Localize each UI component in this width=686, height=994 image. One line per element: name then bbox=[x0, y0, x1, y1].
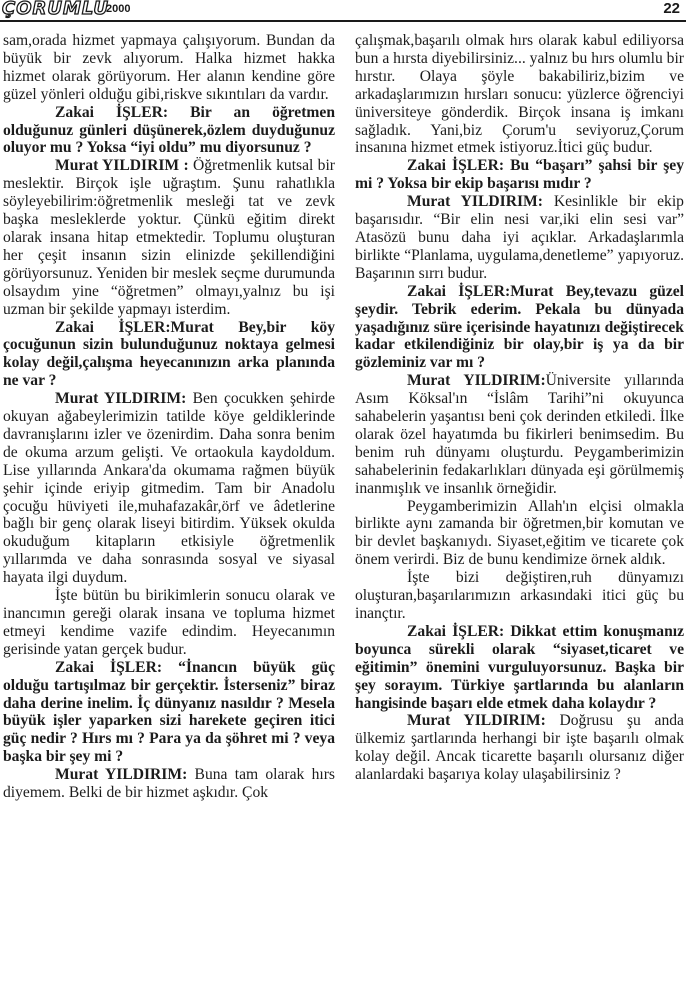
speaker-name: Murat YILDIRIM: bbox=[55, 390, 187, 408]
paragraph-text: “İnancın büyük güç olduğu tartışılmaz bir gerçektir. İsterseniz” biraz daha derine inelim. İç dünyanız nasıldır ? Mesela büyük işler yaparken sizi harekete geçiren itici güç nedir ? Hırs mı ? Para ya da şöhret mi ? veya başka bir şey mi ? bbox=[3, 658, 335, 766]
paragraph-text: Murat Bey,tevazu güzel şeydir. Tebrik ederim. Pekala bu dünyada yaşadığınız süre içerisinde hayatınızı değiştirecek kadar etkilendiğiniz bir olay,bir iş ya da bir gözleminiz var mı ? bbox=[355, 282, 684, 372]
speaker-name: Zakai İŞLER: bbox=[55, 658, 163, 676]
paragraph-text: Öğretmenlik kutsal bir meslektir. Birçok işle uğraştım. Şunu rahatlıkla söyleyebilirim:öğretmenlik mesleği tat ve zevk başka mesleklerde yoktur. Çünkü eğitim direkt olarak insana hitap etmektedir. Toplumu oluşturan her çeşit insanın sizin elinizde şekillendiğini görüyorsunuz. Yeniden bir meslek seçme durumunda olsaydım yine “öğretmen” olmayı,yalnız bu işi uzman bir şekilde yapmayı isterdim. bbox=[3, 157, 335, 318]
right-column bbox=[355, 32, 684, 784]
paragraph-text: Doğrusu şu anda ülkemiz şartlarında herhangi bir işte başarılı olmak kolay değil. Ancak ticarette başarılı olursanız diğer alanlardaki başarıya kolay ulaşabilirsiniz ? bbox=[355, 712, 684, 784]
speaker-name: Zakai İŞLER: bbox=[55, 318, 171, 336]
paragraph-text: Bu “başarı” şahsi bir şey mi ? Yoksa bir ekip başarısı mıdır ? bbox=[355, 157, 684, 193]
text-paragraph bbox=[3, 32, 335, 104]
paragraph-text: İşte bizi değiştiren,ruh dünyamızı oluşturan,başarılarımızın arkasındaki itici güç bu inançtır. bbox=[355, 569, 684, 622]
paragraph-text: Murat Bey,bir köy çocuğunun sizin bulunduğunuz noktaya gelmesi kolay değil,çalışma heyecanınızın arka planında ne var ? bbox=[3, 318, 335, 390]
newspaper-logo: ÇORUMLU bbox=[2, 0, 110, 19]
text-paragraph bbox=[355, 569, 684, 623]
speaker-name: Murat YILDIRIM: bbox=[55, 766, 188, 784]
page-number: 22 bbox=[663, 0, 680, 17]
paragraph-text: Ben çocukken şehirde okuyan ağabeylerimizin tatilde köye geldiklerinde davranışlarını izler ve özenirdim. Daha sonra benim de okuma arzum gelişti. Ve ortaokula kaydoldum. Lise yıllarında Ankara'da okumama rağmen büyük şehir içinde eriyip gitmedim. Tam bir Anadolu çocuğu hüviyeti ile,muhafazakâr,örf ve âdetlerine bağlı bir genç olarak liseyi bitirdim. Yüksek okulda okuduğum kitapların etkisiyle öğretmenlik yıllarımda ve daha sonrasında sosyal ve siyasal hayata ilgi duydum. bbox=[3, 390, 335, 587]
question-paragraph bbox=[355, 157, 684, 193]
left-column bbox=[3, 32, 335, 802]
question-paragraph bbox=[3, 104, 335, 158]
paragraph-text: Dikkat ettim konuşmanız boyunca sürekli olarak “siyaset,ticaret ve eğitimin” önemini vurguluyorsunuz. Başka bir şey sorayım. Türkiye şartlarında bu alanların hangisinde başarı elde etmek daha kolaydır ? bbox=[355, 622, 684, 712]
answer-paragraph bbox=[355, 712, 684, 784]
speaker-name: Murat YILDIRIM : bbox=[55, 157, 189, 175]
speaker-name: Zakai İŞLER: bbox=[407, 282, 511, 300]
speaker-name: Zakai İŞLER: bbox=[407, 157, 505, 175]
page-header bbox=[0, 0, 686, 22]
answer-paragraph bbox=[3, 390, 335, 587]
paragraph-text: çalışmak,başarılı olmak hırs olarak kabul ediliyorsa bun a hırsta diyebilirsiniz... yalnız bu hırs olumlu bir hırstır. Olaya şöyle bakabiliriz,bizim ve arkadaşlarımızın hırsları sonucu: yüzlerce öğrenciyi üniversiteye gönderdik. Birçok insana iş imkanı sağladık. Yani,biz Çorum'u seviyoruz,Çorum insanına hizmet etmek istiyoruz.İtici güç budur. bbox=[355, 32, 684, 157]
speaker-name: Murat YILDIRIM: bbox=[407, 372, 546, 390]
answer-paragraph bbox=[355, 372, 684, 497]
speaker-name: Zakai İŞLER: bbox=[55, 103, 169, 121]
text-paragraph bbox=[355, 32, 684, 157]
question-paragraph bbox=[3, 319, 335, 391]
answer-paragraph bbox=[3, 766, 335, 802]
paragraph-text: Kesinlikle bir ekip başarısıdır. “Bir elin nesi var,iki elin sesi var” Atasözü bunu daha iyi açıklar. Arkadaşlarımla birlikte “Planlama, uygulama,denetleme” yapıyoruz. Başarının sırrı budur. bbox=[355, 193, 684, 282]
paragraph-text: Bir an öğretmen olduğunuz günleri düşünerek,özlem duyduğunuz oluyor mu ? Yoksa “iyi oldu” mu diyorsunuz ? bbox=[3, 103, 335, 157]
answer-paragraph bbox=[355, 193, 684, 283]
answer-paragraph bbox=[3, 157, 335, 318]
paragraph-text: Buna tam olarak hırs diyemem. Belki de bir hizmet aşkıdır. Çok bbox=[3, 766, 335, 802]
text-paragraph bbox=[355, 498, 684, 570]
question-paragraph bbox=[355, 623, 684, 713]
paragraph-text: Üniversite yıllarında Asım Köksal'ın “İslâm Tarihi”ni okuyunca sahabelerin yaşantısı beni çok derinden etkiledi. İlke olarak özel hayatımda bu fikirleri benimsedim. Bu benim ruh dünyamı oluşturdu. Peygamberimizin sahabelerinin fedakarlıkları dünyada eşi görülmemiş inanmışlık ve insanlık örneğidir. bbox=[355, 372, 684, 497]
question-paragraph bbox=[355, 283, 684, 373]
paragraph-text: sam,orada hizmet yapmaya çalışıyorum. Bundan da büyük bir zevk alıyorum. Halka hizmet hakka hizmet olarak görüyorum. Her alanın kendine göre güzel yönleri olduğu gibi,riskve sıkıntıları da vardır. bbox=[3, 32, 335, 103]
issue-year: 2000 bbox=[106, 3, 131, 15]
paragraph-text: İşte bütün bu birikimlerin sonucu olarak ve inancımın gereği olarak insana ve topluma hizmet etmeyi kendime vazife edindim. Heyecanımın gerisinde yatan gerçek budur. bbox=[3, 587, 335, 658]
text-paragraph bbox=[3, 587, 335, 659]
paragraph-text: Peygamberimizin Allah'ın elçisi olmakla birlikte aynı zamanda bir öğretmen,bir komutan ve bir devlet başkanıydı. Siyaset,eğitim ve ticarete çok önem verirdi. Biz de bunu kendimize örnek aldık. bbox=[355, 497, 684, 569]
header-divider bbox=[0, 20, 686, 22]
speaker-name: Murat YILDIRIM: bbox=[407, 712, 546, 730]
speaker-name: Murat YILDIRIM: bbox=[407, 193, 543, 211]
question-paragraph bbox=[3, 659, 335, 766]
speaker-name: Zakai İŞLER: bbox=[407, 622, 505, 640]
